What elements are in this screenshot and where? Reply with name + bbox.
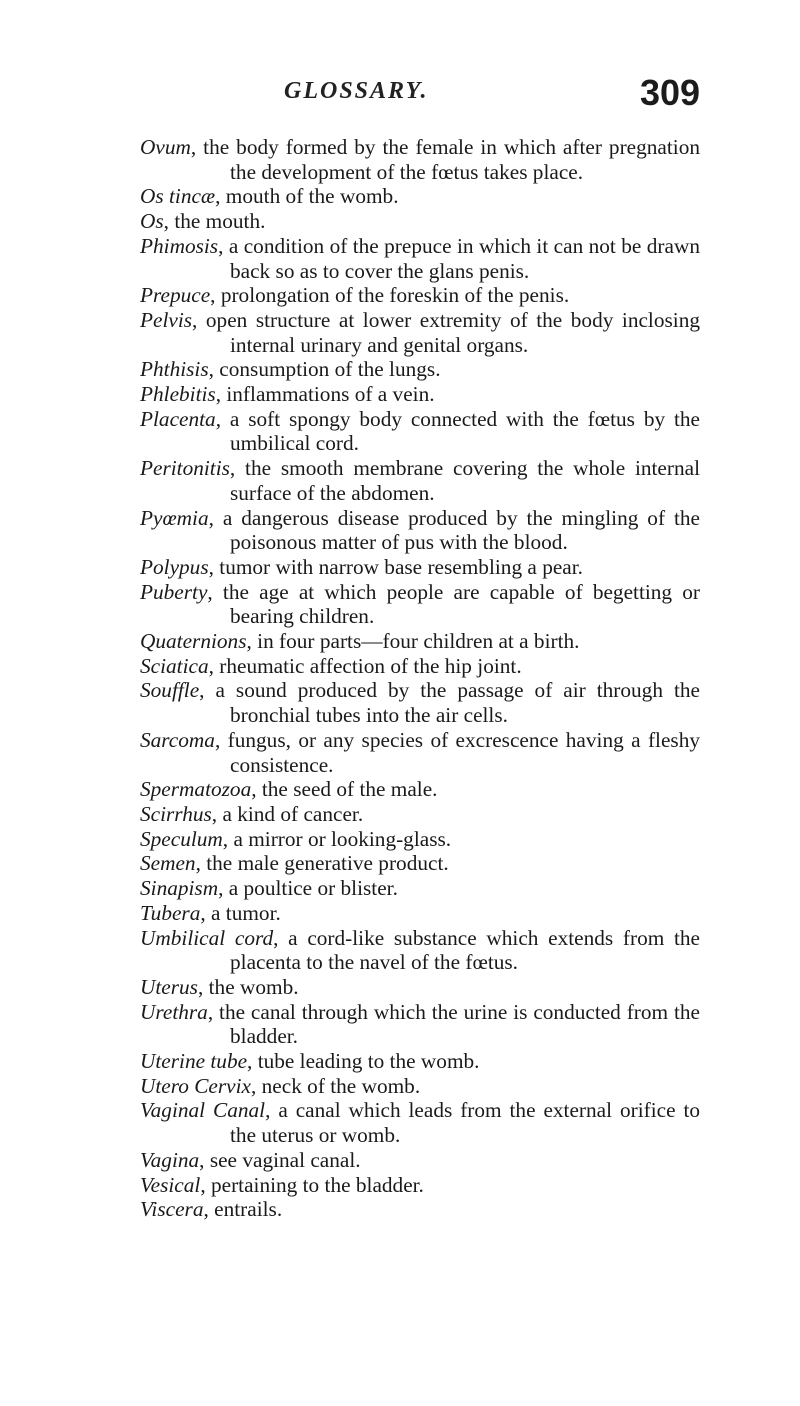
glossary-entry [140,555,700,580]
glossary-entry [140,777,700,802]
entry-definition: , the canal through which the urine is conducted from the bladder. [207,999,700,1049]
glossary-entry [140,234,700,283]
entry-term: Phimosis [140,233,219,258]
entry-term: Sarcoma [140,727,215,752]
entry-term: Sinapism [140,876,219,901]
glossary-entry [140,901,700,926]
glossary-entry [140,851,700,876]
entry-definition: , tube leading to the womb. [247,1049,480,1074]
page-header [0,72,800,118]
entry-term: Uterus [140,974,198,999]
glossary-entry [140,827,700,852]
glossary-entry [140,926,700,975]
entry-definition: , the womb. [197,974,299,999]
glossary-entry [140,1148,700,1173]
entry-term: Semen [140,851,196,876]
glossary-entry [140,629,700,654]
entry-definition: , a kind of cancer. [211,801,364,826]
glossary-entry [140,209,700,234]
entry-definition: , see vaginal canal. [199,1147,361,1172]
entry-term: Prepuce [140,283,211,308]
entry-term: Tubera [140,900,201,925]
entry-definition: , entrails. [203,1197,283,1222]
glossary-entry [140,876,700,901]
glossary-entry [140,580,700,629]
entry-term: Utero Cervix [140,1073,251,1098]
entry-definition: , a poultice or blister. [218,876,398,901]
glossary-entry [140,135,700,184]
entry-term: Pyœmia [140,505,209,530]
glossary-entry [140,1074,700,1099]
page-number: 309 [640,72,701,113]
entry-term: Urethra [140,999,208,1024]
entry-definition: , rheumatic affection of the hip joint. [208,653,522,678]
entry-definition: , tumor with narrow base resembling a pear. [208,554,583,579]
glossary-entry [140,654,700,679]
entry-term: Ovum [140,135,191,159]
glossary-entry [140,1173,700,1198]
entry-term: Umbilical cord [140,925,274,950]
entry-term: Os [140,209,164,234]
entry-term: Vaginal Canal [140,1098,266,1123]
entry-definition: , neck of the womb. [251,1073,421,1098]
entry-definition: , a mirror or looking-glass. [222,826,452,851]
glossary-entry [140,357,700,382]
entry-definition: , a soft spongy body connected with the fœtus by the umbilical cord. [215,406,700,456]
entry-term: Pelvis [140,307,193,332]
glossary-entry [140,678,700,727]
entry-definition: , prolongation of the foreskin of the penis. [210,283,570,308]
entry-definition: , the body formed by the female in which after pregnation the development of the fœtus takes place. [190,135,700,184]
entry-term: Placenta [140,406,216,431]
entry-term: Vesical [140,1172,201,1197]
entry-definition: , the age at which people are capable of begetting or bearing children. [207,579,700,629]
entry-definition: , pertaining to the bladder. [200,1172,424,1197]
entry-definition: , a tumor. [200,900,281,925]
glossary-entry [140,456,700,505]
entry-definition: , a condition of the prepuce in which it can not be drawn back so as to cover the glans penis. [218,233,700,283]
glossary-entry [140,1098,700,1147]
entry-term: Viscera [140,1197,204,1222]
entry-term: Puberty [140,579,208,604]
entry-definition: , a dangerous disease produced by the mingling of the poisonous matter of pus with the blood. [208,505,700,555]
glossary-entry [140,728,700,777]
running-head: GLOSSARY. [284,78,429,104]
glossary-entry [140,382,700,407]
entry-definition: , mouth of the womb. [215,184,399,209]
entry-term: Vagina [140,1147,200,1172]
glossary-entry [140,283,700,308]
entry-definition: , a cord-like substance which extends from the placenta to the navel of the fœtus. [230,925,701,975]
glossary-entry [140,1049,700,1074]
entry-definition: , a canal which leads from the external orifice to the uterus or womb. [230,1098,701,1148]
glossary-entry [140,506,700,555]
entry-definition: , in four parts—four children at a birth. [246,629,580,654]
entry-term: Scirrhus [140,801,212,826]
glossary-entry [140,975,700,1000]
glossary-entries [140,135,700,1222]
entry-term: Phlebitis [140,382,216,407]
entry-term: Polypus [140,554,209,579]
entry-term: Souffle [140,678,200,703]
entry-term: Phthisis [140,357,209,382]
entry-definition: , fungus, or any species of excrescence having a fleshy consistence. [214,727,700,777]
entry-term: Speculum [140,826,223,851]
entry-term: Os tincæ [140,184,216,209]
entry-definition: , inflammations of a vein. [215,382,435,407]
entry-term: Peritonitis [140,456,230,481]
glossary-entry [140,1000,700,1049]
entry-term: Sciatica [140,653,209,678]
entry-definition: , the mouth. [163,209,266,234]
entry-definition: , the seed of the male. [251,777,438,802]
entry-term: Spermatozoa [140,777,252,802]
glossary-entry [140,1197,700,1222]
entry-definition: , open structure at lower extremity of the body inclosing internal urinary and genital organs. [192,307,700,357]
glossary-entry [140,308,700,357]
entry-definition: , the male generative product. [195,851,449,876]
entry-term: Uterine tube [140,1049,248,1074]
glossary-entry [140,802,700,827]
entry-definition: , a sound produced by the passage of air through the bronchial tubes into the air cells. [199,678,700,728]
entry-definition: , the smooth membrane covering the whole internal surface of the abdomen. [229,456,700,505]
entry-term: Quaternions [140,629,247,654]
entry-definition: , consumption of the lungs. [208,357,441,382]
glossary-entry [140,407,700,456]
glossary-entry [140,184,700,209]
